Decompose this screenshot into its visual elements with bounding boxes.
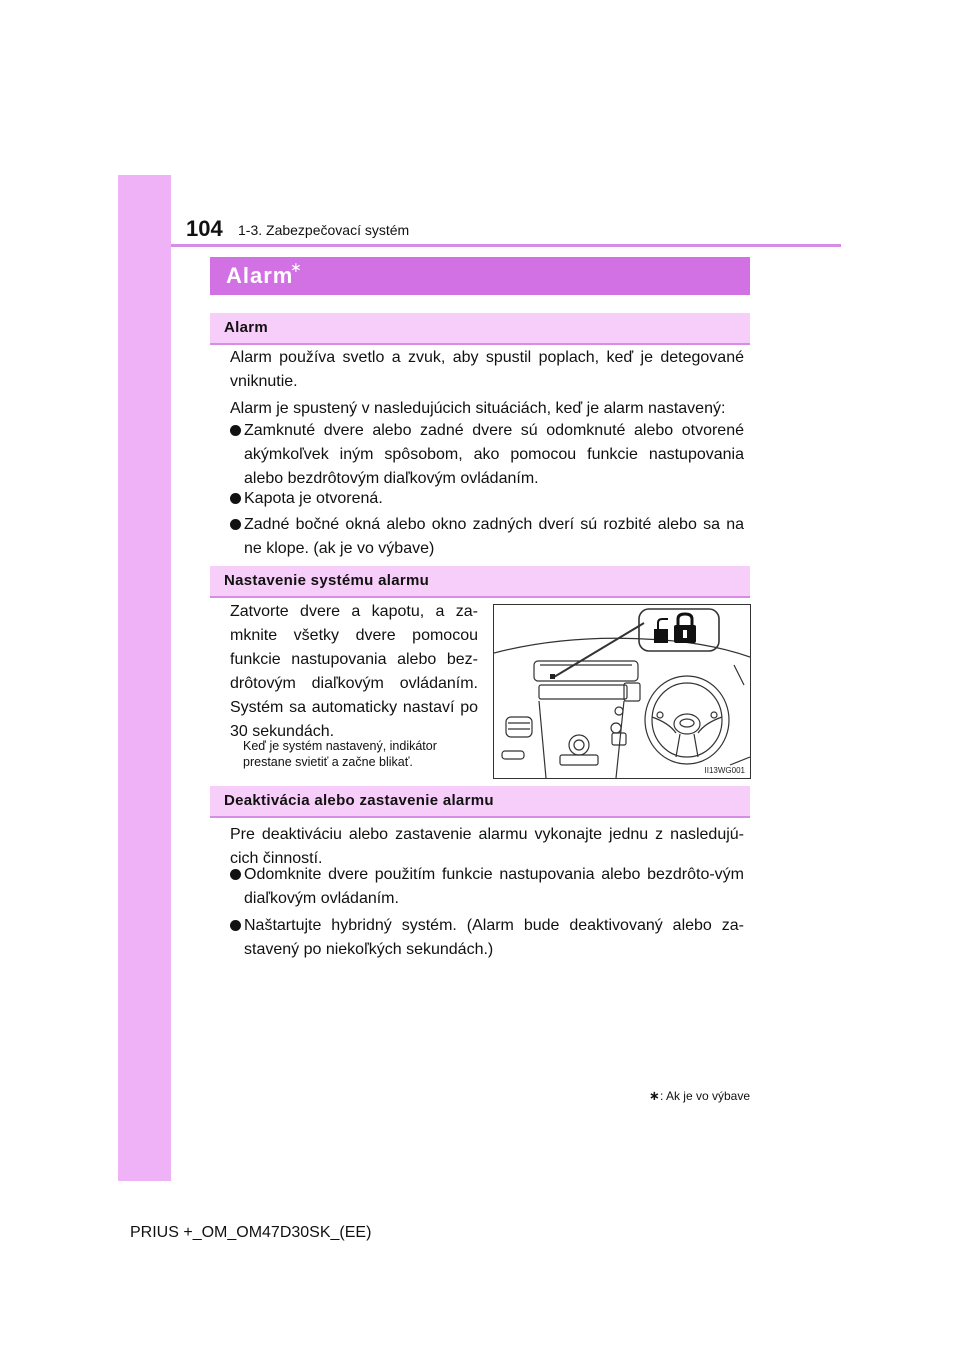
footnote [649, 1088, 750, 1104]
list-item [230, 513, 744, 561]
subheading-alarm-text: Alarm [224, 319, 269, 336]
list-item [230, 419, 744, 491]
bullet-icon [230, 519, 241, 530]
bullet-icon [230, 920, 241, 931]
list-item-text: Odomknite dvere použitím funkcie nastupovania alebo bezdrôto-vým diaľkovým ovládaním. [244, 866, 744, 907]
dashboard-illustration [493, 604, 751, 779]
main-heading-title: Alarm [226, 263, 294, 288]
alarm-lead: Alarm je spustený v nasledujúcich situáciách, keď je alarm nastavený: [230, 400, 726, 417]
list-item [230, 863, 744, 911]
subheading-setting-text: Nastavenie systému alarmu [224, 572, 430, 589]
footer-code: PRIUS +_OM_OM47D30SK_(EE) [130, 1224, 372, 1241]
dashboard-drawing [494, 605, 750, 778]
section-title: 1-3. Zabezpečovací systém [238, 222, 410, 238]
alarm-intro: Alarm používa svetlo a zvuk, aby spustil poplach, keď je detegované vniknutie. [230, 349, 744, 390]
header-rule [171, 244, 841, 247]
list-item-text: Kapota je otvorená. [244, 490, 383, 507]
list-item-text: Naštartujte hybridný systém. (Alarm bude deaktivovaný alebo za-stavený po niekoľkých sekundách.) [244, 917, 744, 958]
bullet-icon [230, 425, 241, 436]
subheading-alarm [210, 313, 750, 345]
deactivation-lead: Pre deaktiváciu alebo zastavenie alarmu vykonajte jednu z nasledujú-cich činností. [230, 826, 744, 867]
subheading-setting [210, 566, 750, 598]
subheading-deactivation [210, 786, 750, 818]
bullet-icon [230, 869, 241, 880]
list-item [230, 914, 744, 962]
list-item-text: Zamknuté dvere alebo zadné dvere sú odomknuté alebo otvorené akýmkoľvek iným spôsobom, ako pomocou funkcie nastupovania alebo bezdrôtovým diaľkovým ovládaním. [244, 422, 744, 487]
list-item [230, 487, 744, 511]
setting-note: Keď je systém nastavený, indikátor prestane svietiť a začne blikať. [243, 739, 437, 769]
main-heading [210, 257, 750, 295]
figure-code: II13WG001 [704, 766, 745, 775]
footnote-text: : Ak je vo výbave [659, 1089, 750, 1103]
subheading-deactivation-text: Deaktivácia alebo zastavenie alarmu [224, 792, 494, 809]
page-number: 104 [186, 216, 223, 241]
list-item-text: Zadné bočné okná alebo okno zadných dverí sú rozbité alebo sa na ne klope. (ak je vo výbave) [244, 516, 744, 557]
footnote-symbol: ∗ [649, 1088, 660, 1103]
bullet-icon [230, 493, 241, 504]
optional-marker: ∗ [290, 259, 302, 275]
security-indicator-icon [654, 614, 696, 643]
setting-text: Zatvorte dvere a kapotu, a za-mknite všetky dvere pomocou funkcie nastupovania alebo bez-drôtovým diaľkovým ovládaním. Systém sa automaticky nastaví po 30 sekundách. [230, 603, 478, 740]
side-tab-strip [118, 175, 171, 1181]
